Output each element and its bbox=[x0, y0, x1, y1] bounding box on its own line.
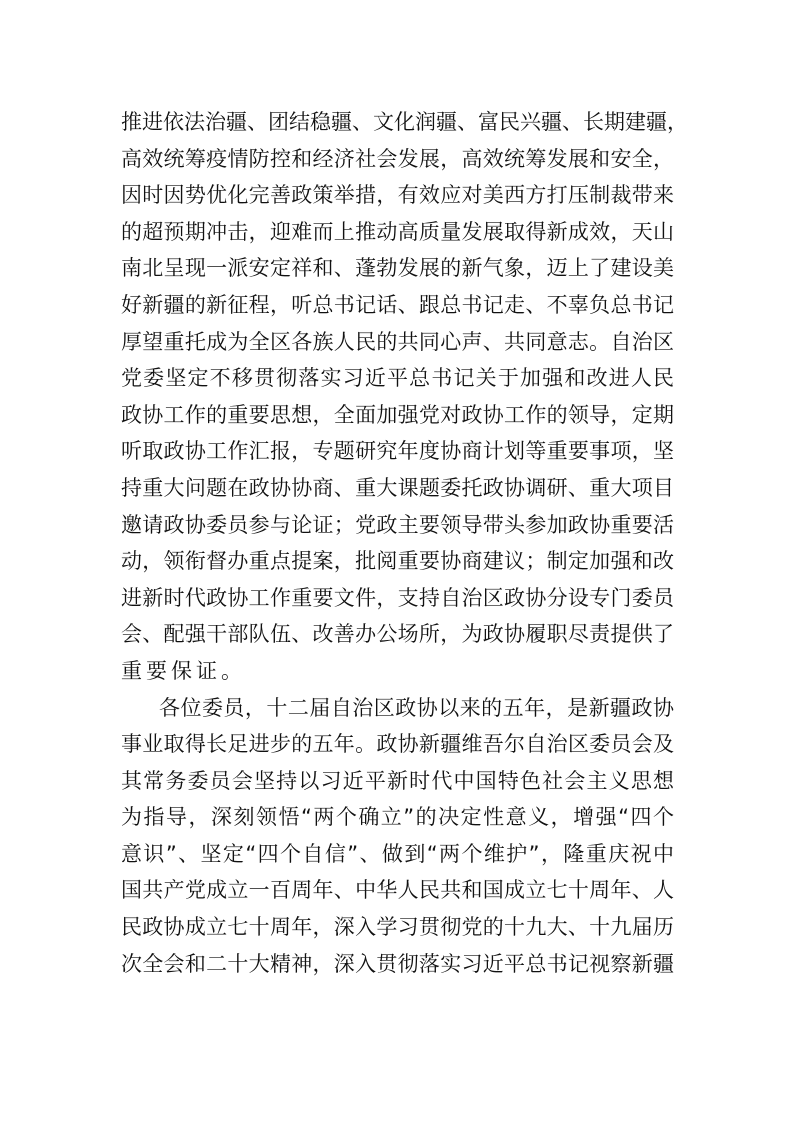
text-line: 厚望重托成为全区各族人民的共同心声、共同意志。自治区 bbox=[121, 329, 674, 354]
text-line: 次全会和二十大精神，深入贯彻落实习近平总书记视察新疆 bbox=[121, 951, 674, 976]
text-line: 其常务委员会坚持以习近平新时代中国特色社会主义思想 bbox=[121, 768, 674, 793]
text-line: 民政协成立七十周年，深入学习贯彻党的十九大、十九届历 bbox=[121, 915, 674, 940]
text-line: 听取政协工作汇报，专题研究年度协商计划等重要事项，坚 bbox=[121, 439, 674, 464]
text-line: 重要保证。 bbox=[121, 658, 246, 683]
text-line: 政协工作的重要思想，全面加强党对政协工作的领导，定期 bbox=[121, 402, 674, 427]
text-line: 国共产党成立一百周年、中华人民共和国成立七十周年、人 bbox=[121, 878, 674, 903]
text-line: 事业取得长足进步的五年。政协新疆维吾尔自治区委员会及 bbox=[121, 732, 674, 757]
text-line: 意识”、坚定“四个自信”、做到“两个维护”，隆重庆祝中 bbox=[121, 841, 674, 866]
text-line: 南北呈现一派安定祥和、蓬勃发展的新气象，迈上了建设美 bbox=[121, 256, 674, 281]
text-line: 进新时代政协工作重要文件，支持自治区政协分设专门委员 bbox=[121, 585, 674, 610]
text-line: 好新疆的新征程，听总书记话、跟总书记走、不辜负总书记 bbox=[121, 292, 674, 317]
text-line: 的超预期冲击，迎难而上推动高质量发展取得新成效，天山 bbox=[121, 219, 674, 244]
text-line: 党委坚定不移贯彻落实习近平总书记关于加强和改进人民 bbox=[121, 366, 674, 391]
text-line: 动，领衔督办重点提案，批阅重要协商建议；制定加强和改 bbox=[121, 549, 674, 574]
text-line: 邀请政协委员参与论证；党政主要领导带头参加政协重要活 bbox=[121, 512, 674, 537]
text-line: 为指导，深刻领悟“两个确立”的决定性意义，增强“四个 bbox=[121, 805, 674, 830]
text-line: 持重大问题在政协协商、重大课题委托政协调研、重大项目 bbox=[121, 475, 674, 500]
text-line: 各位委员，十二届自治区政协以来的五年，是新疆政协 bbox=[159, 695, 674, 720]
body-text bbox=[121, 104, 688, 982]
text-line: 高效统筹疫情防控和经济社会发展，高效统筹发展和安全， bbox=[121, 146, 674, 171]
paragraph-2 bbox=[121, 690, 674, 983]
text-line: 会、配强干部队伍、改善办公场所，为政协履职尽责提供了 bbox=[121, 622, 674, 647]
text-line: 推进依法治疆、团结稳疆、文化润疆、富民兴疆、长期建疆， bbox=[121, 110, 688, 134]
text-line: 因时因势优化完善政策举措，有效应对美西方打压制裁带来 bbox=[121, 183, 674, 208]
paragraph-1 bbox=[121, 104, 688, 690]
